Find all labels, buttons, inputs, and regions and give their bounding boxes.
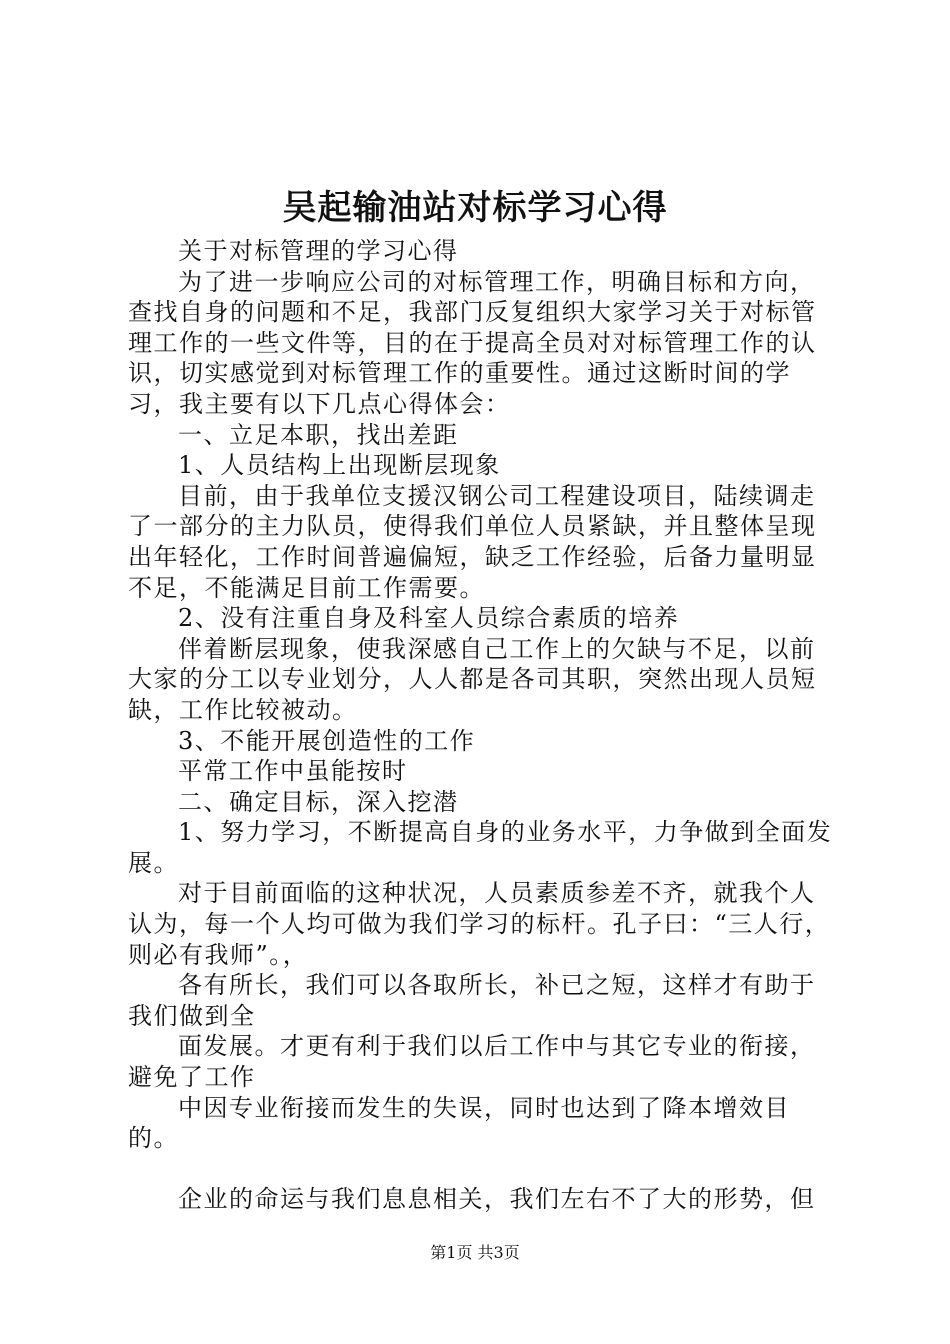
- document-body: [128, 236, 838, 1214]
- subheading: 2、没有注重自身及科室人员综合素质的培养: [178, 604, 680, 633]
- subheading: 3、不能开展创造性的工作: [178, 726, 476, 755]
- subheading: 1、努力学习，不断提高自身的业务水平，力争做到全面发展。: [128, 818, 833, 877]
- paragraph: 企业的命运与我们息息相关，我们左右不了大的形势，但: [178, 1184, 816, 1213]
- paragraph: 对于目前面临的这种状况，人员素质参差不齐，就我个人认为，每一个人均可做为我们学习的标杆。孔子曰：“三人行，则必有我师”。，: [128, 879, 831, 969]
- paragraph: 平常工作中虽能按时: [178, 757, 408, 786]
- paragraph: 关于对标管理的学习心得: [178, 237, 459, 265]
- paragraph: 面发展。才更有利于我们以后工作中与其它专业的衔接，避免了工作: [128, 1032, 816, 1092]
- page-number: 第1页 共3页: [430, 1243, 520, 1262]
- paragraph: 目前，由于我单位支援汉钢公司工程建设项目，陆续调走了一部分的主力队员，使得我们单位人员紧缺，并且整体呈现出年轻化，工作时间普遍偏短，缺乏工作经验，后备力量明显不足，不能满足目前工作需要。: [128, 481, 817, 602]
- subheading: 1、人员结构上出现断层现象: [178, 451, 501, 480]
- paragraph: 各有所长，我们可以各取所长，补已之短，这样才有助于我们做到全: [128, 971, 816, 1030]
- paragraph: 伴着断层现象，使我深感自己工作上的欠缺与不足，以前大家的分工以专业划分，人人都是各司其职，突然出现人员短缺，工作比较被动。: [128, 634, 817, 724]
- section-heading: 二、确定目标，深入挖潜: [178, 787, 459, 816]
- paragraph: 中因专业衔接而发生的失误，同时也达到了降本增效目的。: [128, 1093, 790, 1153]
- paragraph: 为了进一步响应公司的对标管理工作，明确目标和方向，查找自身的问题和不足，我部门反复组织大家学习关于对标管理工作的一些文件等，目的在于提高全员对对标管理工作的认识，切实感觉到对标管理工作的重要性。通过这断时间的学习，我主要有以下几点心得体会：: [128, 267, 817, 418]
- document-title: 吴起输油站对标学习心得: [282, 188, 668, 228]
- section-heading: 一、立足本职，找出差距: [178, 420, 459, 449]
